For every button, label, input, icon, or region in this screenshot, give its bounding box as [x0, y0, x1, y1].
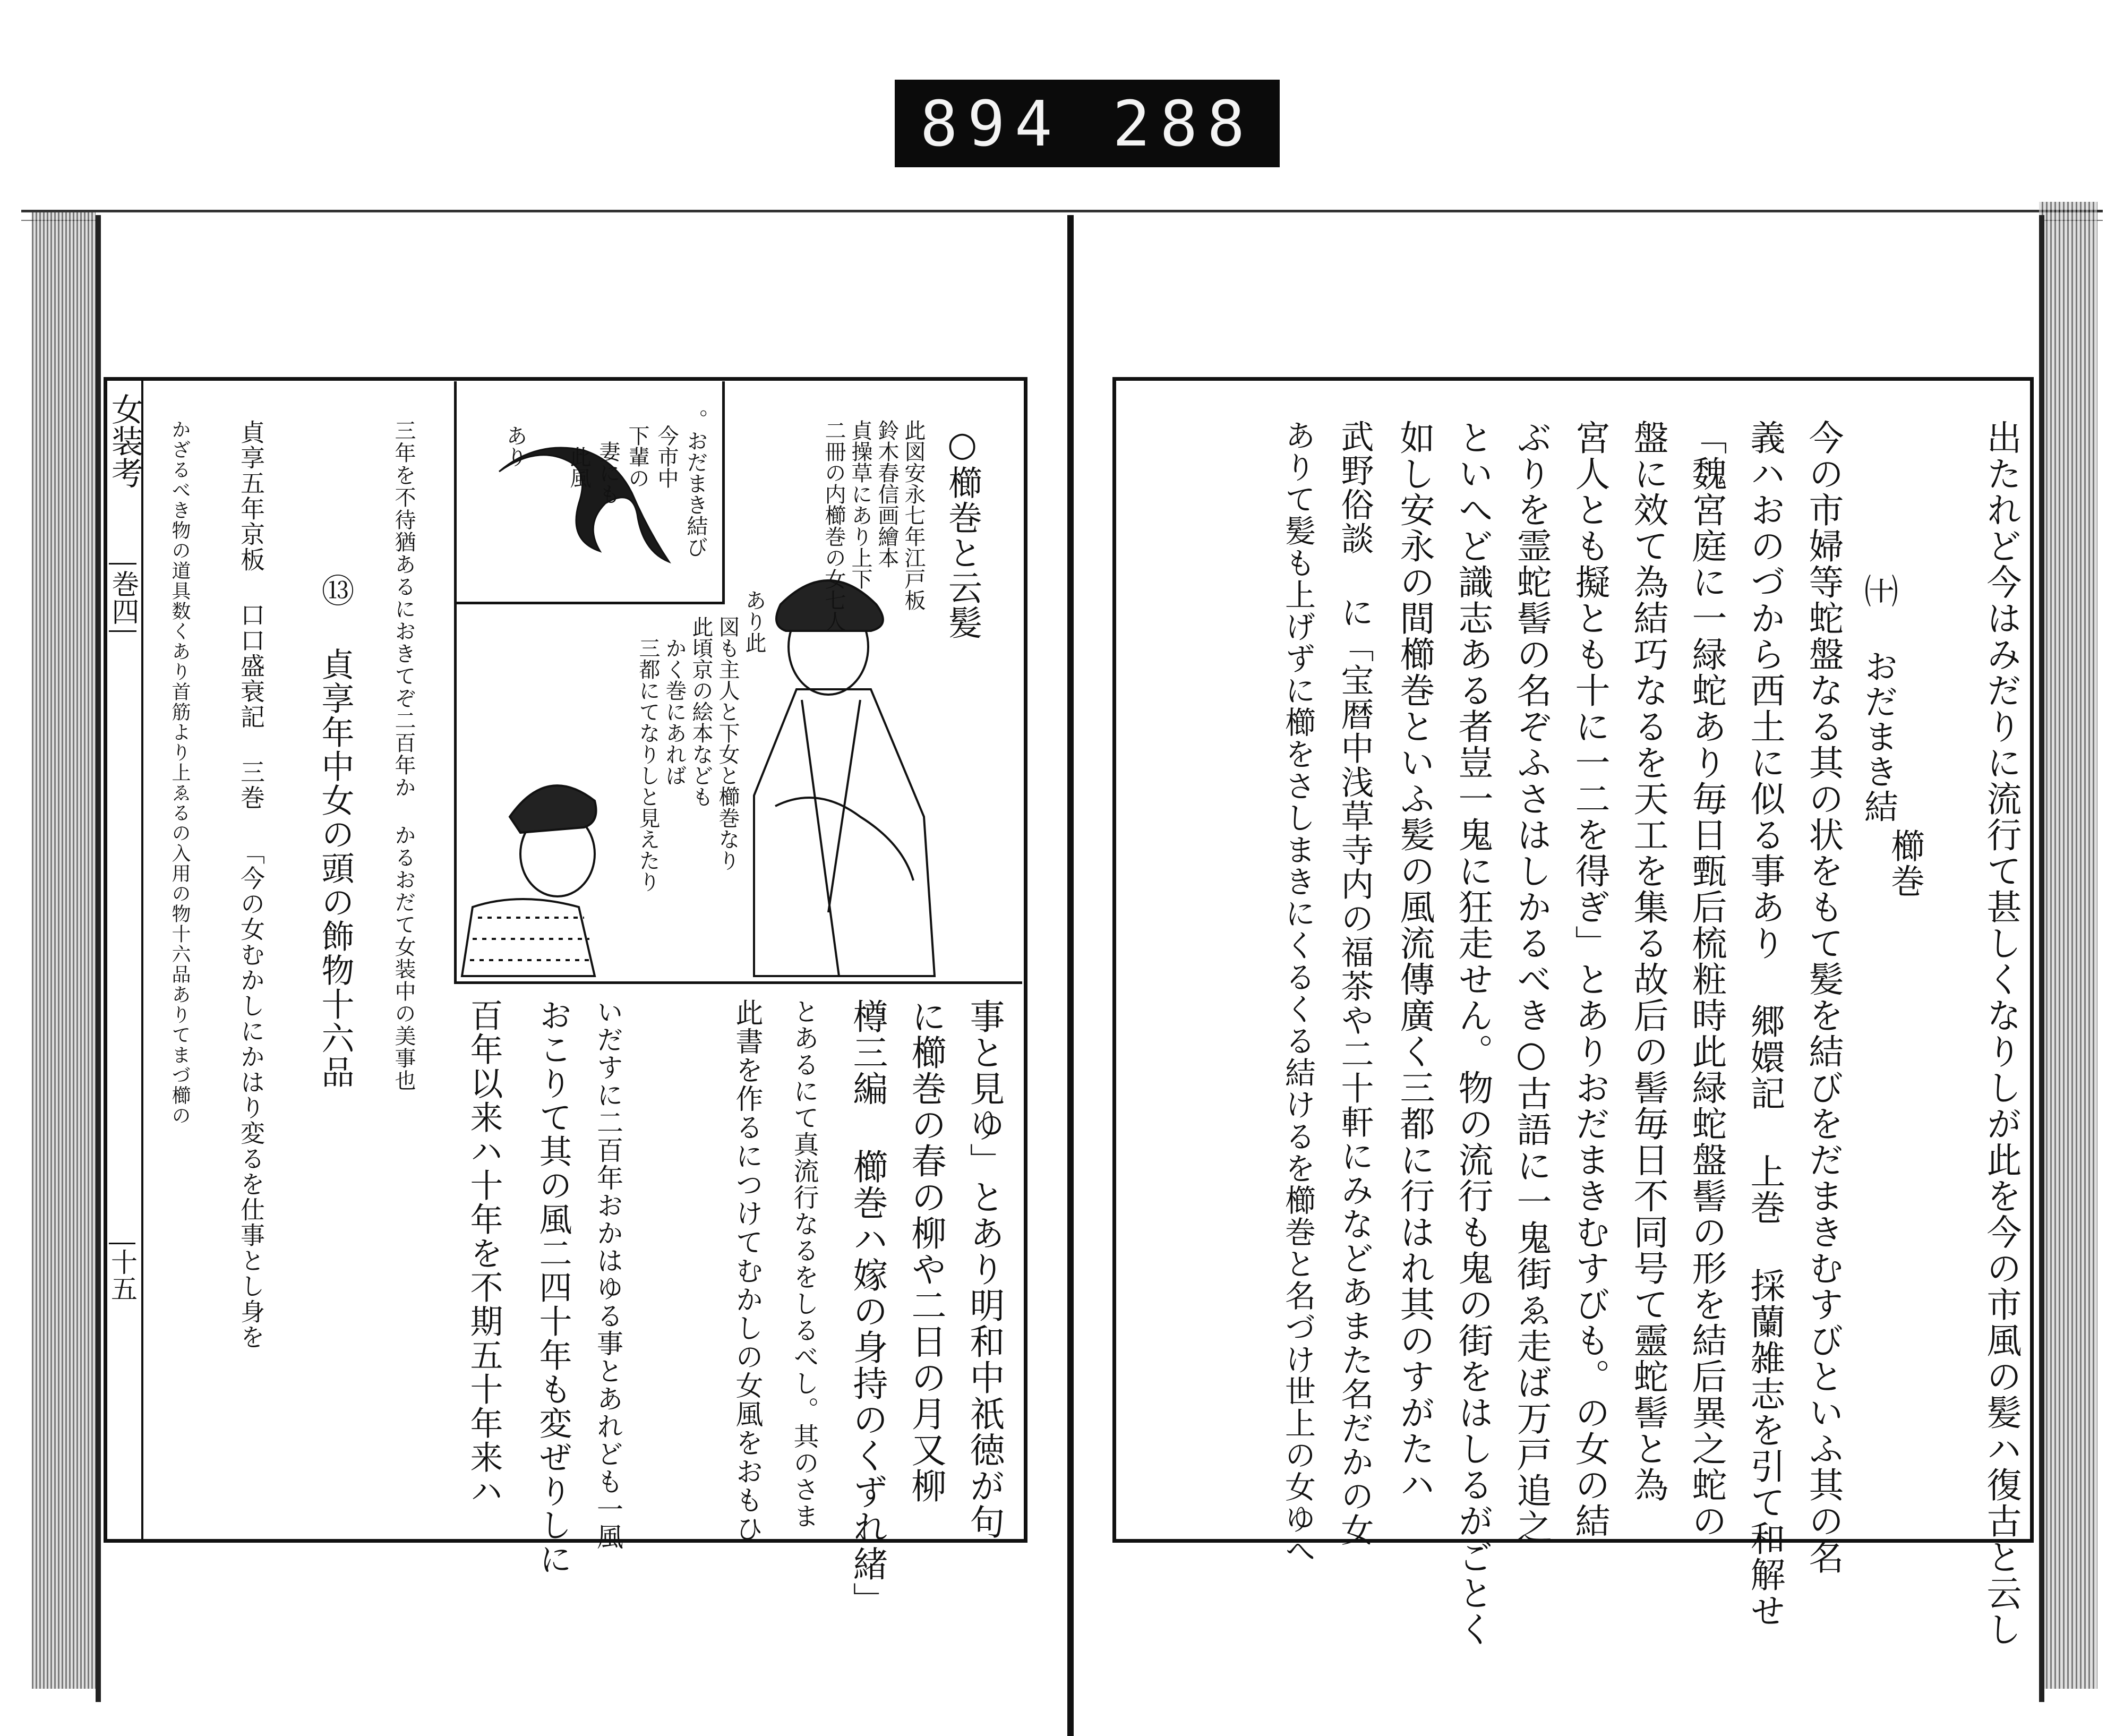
left-col-8: 百年以来ハ十年を不期五十年来ハ [465, 998, 503, 1508]
caption-4: 二冊の内櫛巻の女七人 [821, 420, 846, 632]
left-col-12: かざるべき物の道具数くあり首筋より上ゑるの入用の物十六品ありてまづ櫛の [169, 420, 191, 1126]
margin-strip [104, 377, 143, 1543]
book-gutter [1067, 215, 1074, 1736]
right-col-4: 今の市婦等蛇盤なる其の状をもて髪を結びをだまきむすびといふ其の名 [1803, 420, 1844, 1575]
caption-9: 三都にてなりしと見えたり [636, 637, 660, 892]
margin-volume: 巻四 [109, 563, 136, 632]
odamaki-hair-inset [457, 381, 722, 602]
left-col-11: 貞享五年京板 口口盛衰記 三巻 「今の女むかしにかはり変るを仕事とし身を [237, 420, 266, 1350]
scan-left-number: 894 [920, 87, 1062, 160]
inset-caption-1: 。おだまき結び [683, 409, 708, 558]
right-col-1: 出たれど今はみだりに流行て甚しくなりしが此を今の市風の髪ハ復古と云し [1981, 420, 2022, 1647]
scan-number-label [895, 80, 1280, 167]
caption-8: かく巻にあれば [662, 637, 687, 786]
inset-caption-2: 今市中 [654, 425, 679, 489]
scan-right-number: 288 [1112, 87, 1255, 160]
right-heading-odamaki: ㈩ おだまき結 [1858, 574, 1898, 824]
right-col-11: 如し安永の間櫛巻といふ髪の風流傳廣く三都に行はれ其のすがたハ [1394, 420, 1435, 1503]
seated-woman-hair [510, 785, 596, 833]
seated-woman-kimono [462, 899, 595, 976]
left-col-3: 樽三編 櫛巻ハ嫁の身持のくずれ緒」 [847, 998, 888, 1618]
left-col-4: とあるにて真流行なるをしるべし。其のさま [789, 998, 819, 1529]
right-heading-kushimaki: 櫛巻 [1885, 828, 1924, 899]
inset-caption-6: あり [503, 425, 527, 467]
left-col-5: 此書を作るにつけてむかしの女風をおもひ [731, 998, 763, 1543]
margin-book-title: 女装考 [106, 393, 143, 489]
caption-5: あり此 [742, 589, 766, 653]
caption-6: 図も主人と下女と櫛巻なり [715, 616, 740, 871]
right-col-12: 武野俗談 に「宝暦中浅草寺内の福茶や二十軒にみなどあまた名だかの女 [1335, 420, 1374, 1547]
left-col-7: おこりて其の風二四十年も変ぜりしに [534, 998, 572, 1576]
right-page-stack [2039, 202, 2097, 1689]
standing-woman-kimono [754, 689, 935, 976]
right-col-9: ぶりを霊蛇髻の名ぞふさはしかるべき○古語に一鬼街ゑ走ば万戸追之 [1511, 420, 1552, 1545]
illustration-heading: ○櫛巻と云髪 [943, 425, 982, 640]
right-col-7: 盤に效て為結巧なるを天工を集る故后の髻毎日不同号て靈蛇髻と為 [1628, 420, 1668, 1503]
inset-caption-5: 此風 [567, 446, 591, 489]
caption-7: 此頃京の絵本なども [689, 616, 713, 807]
left-col-6: いだすに二百年おかはゆる事とあれども一風 [593, 998, 623, 1551]
caption-1: 此図安永七年江戸板 [901, 420, 926, 611]
inset-caption-4: 妻にも [596, 441, 620, 504]
caption-2: 鈴木春信画繪本 [875, 420, 899, 568]
caption-3: 貞操草にあり上下 [848, 420, 872, 589]
right-col-6: 「魏宮庭に一緑蛇あり毎日甄后梳粧時此緑蛇盤髻の形を結后異之蛇の [1686, 420, 1727, 1539]
left-col-10: ⑬ 貞享年中女の頭の飾物十六品 [316, 574, 355, 1089]
margin-page-number: 十五 [109, 1243, 135, 1302]
right-col-8: 宮人とも擬とも十に一二を得ぎ」とありおだまきむすびも。の女の結 [1569, 420, 1610, 1539]
right-col-13: ありて髪も上げずに櫛をさしまきにくるくる結けるを櫛巻と名づけ世上の女ゆへ [1280, 420, 1316, 1567]
left-col-9: 三年を不待猶あるにおきてぞ二百年か かるおだて女装中の美事也 [391, 420, 416, 1092]
left-col-1: 事と見ゆ」とあり明和中祇徳が句 [964, 998, 1005, 1540]
left-col-2: に櫛巻の春の柳や二日の月又柳 [905, 998, 946, 1504]
right-col-10: といへど識志ある者豈一鬼に狂走せん。物の流行も鬼の街をはしるがごとく [1452, 420, 1493, 1647]
right-col-5: 義ハおのづから西土に似る事あり 郷嬛記 上巻 採蘭雑志を引て和解せ [1744, 420, 1785, 1629]
inset-caption-3: 下輩の [625, 425, 649, 489]
left-page-stack [32, 212, 96, 1689]
